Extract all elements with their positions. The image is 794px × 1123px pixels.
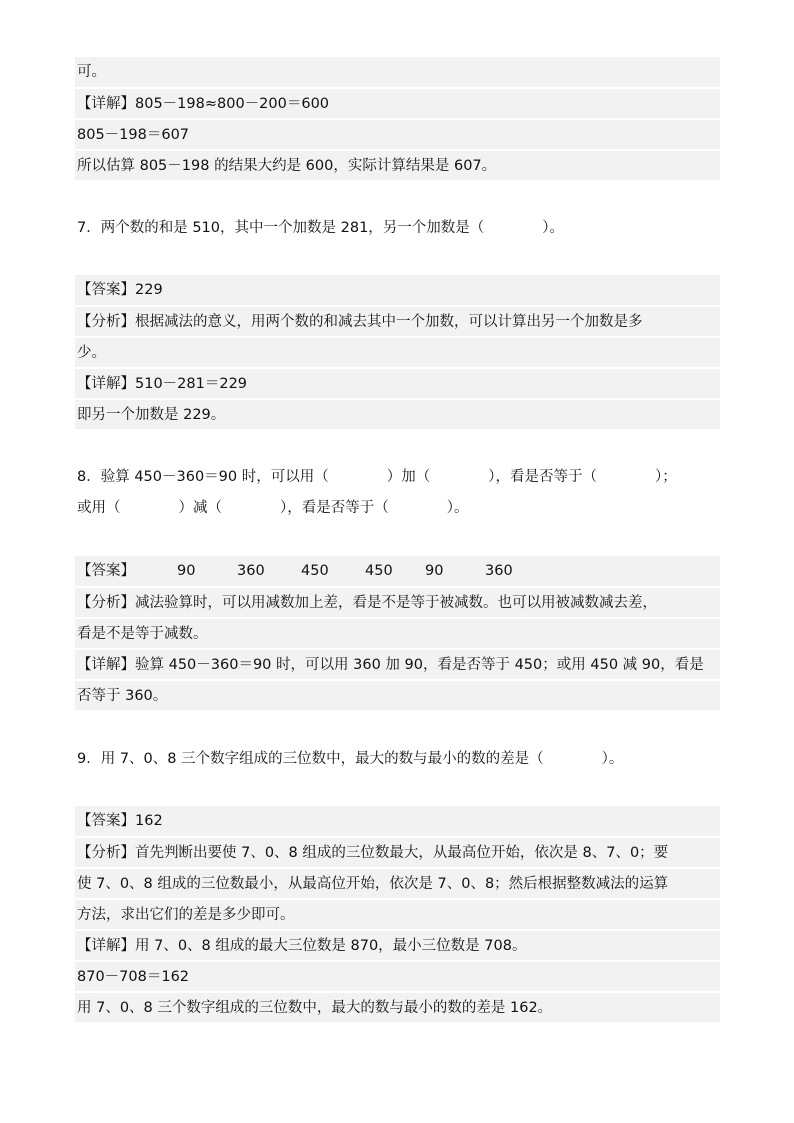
q8-question-text-1: 8．验算 450－360＝90 时，可以用（ ）加（ ），看是否等于（ ）；	[77, 469, 677, 485]
q8-detail-line-2	[75, 680, 720, 710]
q6-calc-text: 805－198＝607	[77, 127, 190, 143]
q8-answer-6: 360	[485, 563, 513, 579]
q9-detail-text: 用 7、0、8 组成的最大三位数是 870，最小三位数是 708。	[135, 938, 527, 954]
q7-analysis-tag: 【分析】	[77, 314, 135, 330]
q6-detail-text: 805－198≈800－200＝600	[135, 96, 330, 112]
q9-detail-line	[75, 930, 720, 960]
q7-detail-line	[75, 368, 720, 398]
q7-analysis-text-2: 少。	[77, 345, 106, 361]
q9-analysis-text-3: 方法，求出它们的差是多少即可。	[77, 907, 295, 923]
q8-answer-2: 360	[237, 563, 265, 579]
q7-analysis-line-2	[75, 337, 720, 367]
q9-answer-line	[75, 806, 720, 836]
q9-question	[75, 744, 720, 774]
q9-conclusion-line	[75, 992, 720, 1022]
q8-analysis-text-2: 看是不是等于减数。	[77, 626, 208, 642]
q8-answer-1: 90	[177, 563, 196, 579]
q6-conclusion-line	[75, 150, 720, 180]
q6-detail-line	[75, 88, 720, 118]
q7-question-text: 7．两个数的和是 510，其中一个加数是 281，另一个加数是（ ）。	[77, 220, 565, 236]
q9-analysis-text-2: 使 7、0、8 组成的三位数最小，从最高位开始，依次是 7、0、8；然后根据整数减法的运算	[77, 876, 669, 892]
q8-analysis-tag: 【分析】	[77, 595, 135, 611]
q8-analysis-line-1	[75, 587, 720, 617]
q8-question-text-2: 或用（ ）减（ ），看是否等于（ ）。	[77, 500, 469, 516]
q9-answer-tag: 【答案】	[77, 813, 135, 829]
q9-question-text: 9．用 7、0、8 三个数字组成的三位数中，最大的数与最小的数的差是（ ）。	[77, 751, 624, 767]
q7-analysis-text-1: 根据减法的意义，用两个数的和减去其中一个加数，可以计算出另一个加数是多	[135, 314, 643, 330]
q7-analysis-line-1	[75, 306, 720, 336]
q9-analysis-line-1	[75, 837, 720, 867]
q8-detail-line-1	[75, 649, 720, 679]
q8-question-line-1	[75, 462, 720, 492]
q8-analysis-text-1: 减法验算时，可以用减数加上差，看是不是等于被减数。也可以用被减数减去差，	[135, 595, 657, 611]
q9-detail-tag: 【详解】	[77, 938, 135, 954]
q9-calc-line	[75, 961, 720, 991]
q7-detail-tag: 【详解】	[77, 376, 135, 392]
q7-question	[75, 213, 720, 243]
q8-analysis-line-2	[75, 618, 720, 648]
q8-question-line-2	[75, 493, 720, 523]
q8-detail-text-1: 验算 450－360＝90 时，可以用 360 加 90，看是否等于 450；或用 450 减 90，看是	[135, 657, 704, 673]
q8-answer-3: 450	[301, 563, 329, 579]
q9-analysis-tag: 【分析】	[77, 845, 135, 861]
q9-answer-text: 162	[135, 813, 163, 829]
q8-answer-tag: 【答案】	[77, 563, 135, 579]
q9-analysis-line-2	[75, 868, 720, 898]
q7-conclusion-text: 即另一个加数是 229。	[77, 407, 226, 423]
q8-detail-text-2: 否等于 360。	[77, 688, 168, 704]
q9-analysis-text-1: 首先判断出要使 7、0、8 组成的三位数最大，从最高位开始，依次是 8、7、0；要	[135, 845, 669, 861]
q9-conclusion-text: 用 7、0、8 三个数字组成的三位数中，最大的数与最小的数的差是 162。	[77, 1000, 553, 1016]
q8-answer-line	[75, 556, 720, 586]
q7-detail-text: 510－281＝229	[135, 376, 248, 392]
q8-answer-5: 90	[425, 563, 444, 579]
q7-answer-text: 229	[135, 282, 163, 298]
q9-calc-text: 870－708＝162	[77, 969, 190, 985]
q6-cont-line	[75, 57, 720, 87]
q6-conclusion-text: 所以估算 805－198 的结果大约是 600，实际计算结果是 607。	[77, 158, 497, 174]
q7-answer-line	[75, 275, 720, 305]
q6-detail-tag: 【详解】	[77, 96, 135, 112]
q8-detail-tag: 【详解】	[77, 657, 135, 673]
q6-calc-line	[75, 119, 720, 149]
q7-conclusion-line	[75, 399, 720, 429]
q7-answer-tag: 【答案】	[77, 282, 135, 298]
q8-answer-4: 450	[365, 563, 393, 579]
q6-cont-text: 可。	[77, 64, 106, 80]
q9-analysis-line-3	[75, 899, 720, 929]
